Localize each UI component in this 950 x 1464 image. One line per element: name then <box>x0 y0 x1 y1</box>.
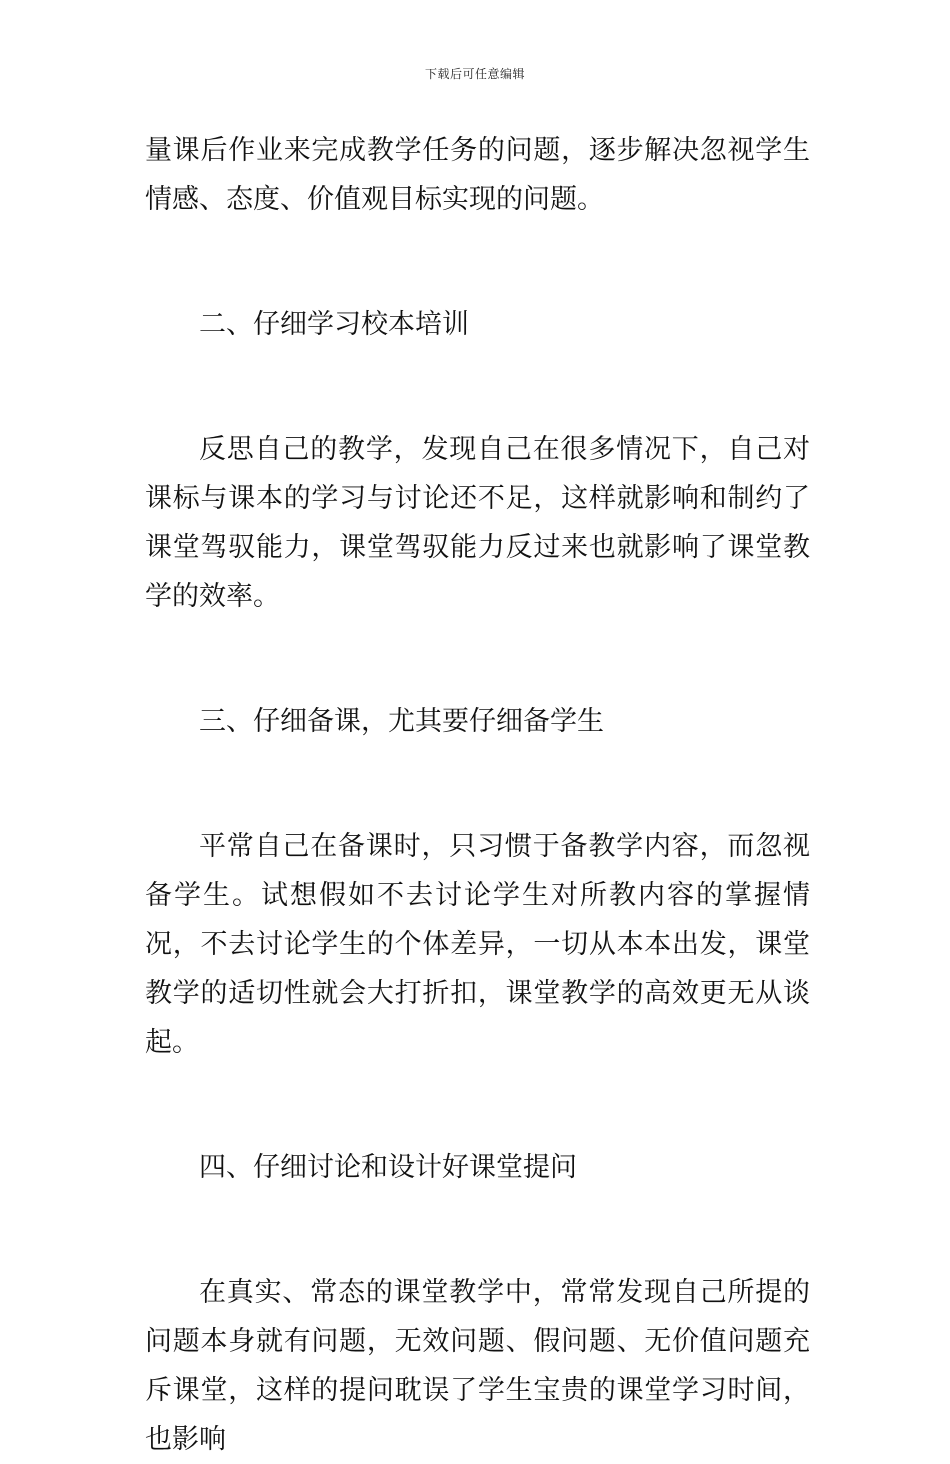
document-body <box>145 126 810 1464</box>
header-note: 下载后可任意编辑 <box>424 67 525 81</box>
paragraph-continued: 量课后作业来完成教学任务的问题，逐步解决忽视学生情感、态度、价值观目标实现的问题。 <box>145 135 810 215</box>
section-heading-3: 三、仔细备课，尤其要仔细备学生 <box>199 706 604 737</box>
section-heading-4: 四、仔细讨论和设计好课堂提问 <box>199 1152 577 1183</box>
paragraph-section-4: 在真实、常态的课堂教学中，常常发现自己所提的问题本身就有问题，无效问题、假问题、无价值问题充斥课堂，这样的提问耽误了学生宝贵的课堂学习时间，也影响 <box>145 1277 810 1455</box>
section-heading-2: 二、仔细学习校本培训 <box>199 309 469 340</box>
paragraph-section-3: 平常自己在备课时，只习惯于备教学内容，而忽视备学生。试想假如不去讨论学生对所教内容的掌握情况，不去讨论学生的个体差异，一切从本本出发，课堂教学的适切性就会大打折扣，课堂教学的高效更无从谈起。 <box>145 831 810 1058</box>
paragraph-section-2: 反思自己的教学，发现自己在很多情况下，自己对课标与课本的学习与讨论还不足，这样就影响和制约了课堂驾驭能力，课堂驾驭能力反过来也就影响了课堂教学的效率。 <box>145 434 810 612</box>
